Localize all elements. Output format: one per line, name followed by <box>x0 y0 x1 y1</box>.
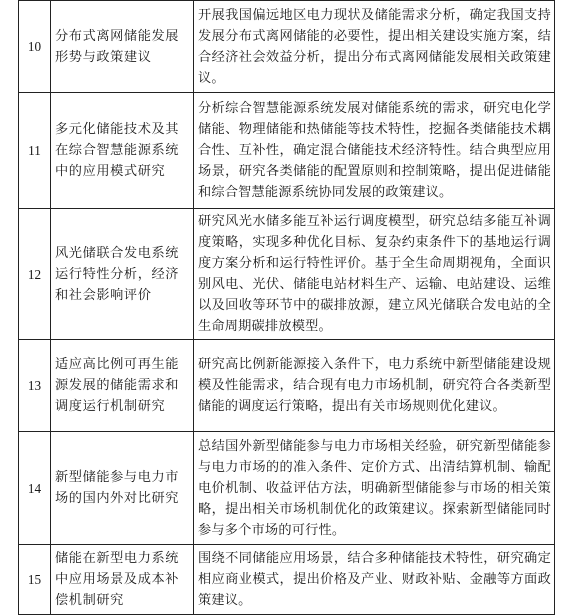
row-description: 开展我国偏远地区电力现状及储能需求分析，确定我国支持发展分布式离网储能的必要性，提出相关建设实施方案，结合经济社会效益分析，提出分布式离网储能发展相关政策建议。 <box>194 1 555 93</box>
table-row <box>19 1 555 93</box>
row-number: 14 <box>19 432 51 545</box>
row-number: 10 <box>19 1 51 93</box>
row-title: 多元化储能技术及其在综合智慧能源系统中的应用模式研究 <box>51 93 194 209</box>
row-title: 分布式离网储能发展形势与政策建议 <box>51 1 194 93</box>
row-description: 分析综合智慧能源系统发展对储能系统的需求，研究电化学储能、物理储能和热储能等技术特性，挖掘各类储能技术耦合性、互补性，确定混合储能技术经济特性。结合典型应用场景，研究各类储能的配置原则和控制策略，提出促进储能和综合智慧能源系统协同发展的政策建议。 <box>194 93 555 209</box>
table-row <box>19 93 555 209</box>
table-row <box>19 545 555 615</box>
table-row <box>19 340 555 432</box>
project-table <box>18 0 555 615</box>
row-description: 总结国外新型储能参与电力市场相关经验，研究新型储能参与电力市场的的准入条件、定价方式、出清结算机制、输配电价机制、收益评估方法，明确新型储能参与市场的相关策略，提出相关市场机制优化的政策建议。探索新型储能同时参与多个市场的可行性。 <box>194 432 555 545</box>
row-description: 围绕不同储能应用场景，结合多种储能技术特性，研究确定相应商业模式，提出价格及产业、财政补贴、金融等方面政策建议。 <box>194 545 555 615</box>
row-number: 15 <box>19 545 51 615</box>
row-description: 研究高比例新能源接入条件下，电力系统中新型储能建设规模及性能需求，结合现有电力市场机制，研究符合各类新型储能的调度运行策略，提出有关市场规则优化建议。 <box>194 340 555 432</box>
row-title: 适应高比例可再生能源发展的储能需求和调度运行机制研究 <box>51 340 194 432</box>
row-title: 风光储联合发电系统运行特性分析，经济和社会影响评价 <box>51 209 194 340</box>
table-row <box>19 432 555 545</box>
row-title: 新型储能参与电力市场的国内外对比研究 <box>51 432 194 545</box>
row-description: 研究风光水储多能互补运行调度模型，研究总结多能互补调度策略，实现多种优化目标、复杂约束条件下的基地运行调度方案分析和运行特性评价。基于全生命周期视角，全面识别风电、光伏、储能电站材料生产、运输、电站建设、运维以及回收等环节中的碳排放源，建立风光储联合发电站的全生命周期碳排放模型。 <box>194 209 555 340</box>
row-title: 储能在新型电力系统中应用场景及成本补偿机制研究 <box>51 545 194 615</box>
row-number: 13 <box>19 340 51 432</box>
table-row <box>19 209 555 340</box>
row-number: 12 <box>19 209 51 340</box>
row-number: 11 <box>19 93 51 209</box>
